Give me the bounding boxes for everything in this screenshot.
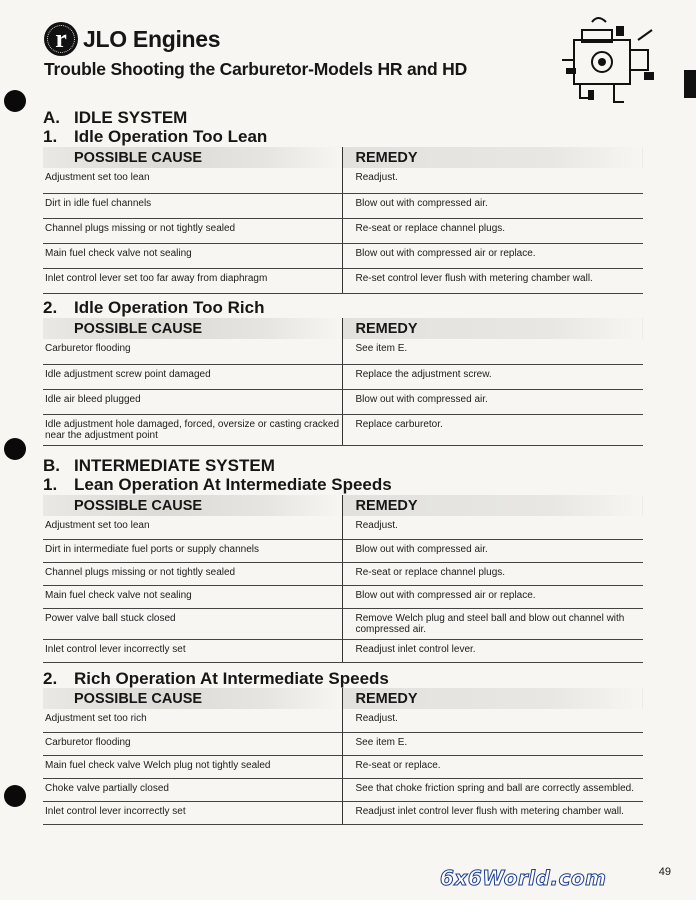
subsection-title: Lean Operation At Intermediate Speeds <box>74 475 392 494</box>
carburetor-illustration-icon <box>552 10 672 110</box>
subsection-number: 1. <box>43 127 58 146</box>
table-row <box>43 801 643 824</box>
cause-cell: Idle adjustment hole damaged, forced, oversize or casting cracked near the adjustment point <box>43 414 342 445</box>
remedy-cell: Blow out with compressed air. <box>342 539 643 562</box>
cause-cell: Channel plugs missing or not tightly sealed <box>43 218 342 243</box>
page-title: Trouble Shooting the Carburetor-Models HR and HD <box>44 59 468 79</box>
remedy-cell: See item E. <box>342 339 643 364</box>
cause-cell: Adjustment set too rich <box>43 709 342 732</box>
remedy-cell: Re-seat or replace channel plugs. <box>342 218 643 243</box>
page-number: 49 <box>658 866 671 878</box>
remedy-cell: Blow out with compressed air or replace. <box>342 585 643 608</box>
section-number: A. <box>43 108 60 127</box>
cause-cell: Adjustment set too lean <box>43 168 342 193</box>
remedy-cell: Re-seat or replace channel plugs. <box>342 562 643 585</box>
table-row <box>43 562 643 585</box>
table-row <box>43 364 643 389</box>
subsection-title: Rich Operation At Intermediate Speeds <box>74 669 389 688</box>
edge-tab <box>684 70 696 98</box>
remedy-cell: Replace the adjustment screw. <box>342 364 643 389</box>
table-row <box>43 168 643 193</box>
cause-cell: Inlet control lever set too far away from diaphragm <box>43 268 342 293</box>
remedy-cell: Readjust. <box>342 168 643 193</box>
section-title: INTERMEDIATE SYSTEM <box>74 456 275 475</box>
table-row <box>43 778 643 801</box>
subsection-number: 2. <box>43 669 58 688</box>
table-row <box>43 639 643 662</box>
cause-cell: Choke valve partially closed <box>43 778 342 801</box>
cause-cell: Carburetor flooding <box>43 732 342 755</box>
section-title: IDLE SYSTEM <box>74 108 188 127</box>
table-row <box>43 414 643 445</box>
cause-cell: Main fuel check valve Welch plug not tightly sealed <box>43 755 342 778</box>
cause-cell: Dirt in idle fuel channels <box>43 193 342 218</box>
column-header-cause: POSSIBLE CAUSE <box>43 688 342 709</box>
remedy-cell: Readjust. <box>342 709 643 732</box>
column-header-cause: POSSIBLE CAUSE <box>43 495 342 516</box>
subsection-heading <box>43 669 389 689</box>
brand-name: JLO Engines <box>83 25 221 52</box>
section-number: B. <box>43 456 60 475</box>
remedy-cell: Readjust inlet control lever. <box>342 639 643 662</box>
cause-cell: Inlet control lever incorrectly set <box>43 639 342 662</box>
remedy-cell: Blow out with compressed air. <box>342 389 643 414</box>
cause-cell: Power valve ball stuck closed <box>43 608 342 639</box>
table-row <box>43 193 643 218</box>
remedy-cell: See item E. <box>342 732 643 755</box>
subsection-heading <box>43 475 392 495</box>
table-row <box>43 585 643 608</box>
remedy-cell: Replace carburetor. <box>342 414 643 445</box>
subsection-number: 2. <box>43 298 58 317</box>
remedy-cell: Blow out with compressed air. <box>342 193 643 218</box>
table-row <box>43 732 643 755</box>
remedy-cell: Remove Welch plug and steel ball and blow out channel with compressed air. <box>342 608 643 639</box>
subsection-heading <box>43 298 264 318</box>
cause-cell: Main fuel check valve not sealing <box>43 585 342 608</box>
cause-cell: Carburetor flooding <box>43 339 342 364</box>
column-header-remedy: REMEDY <box>342 147 643 168</box>
logo-glyph: r <box>55 24 67 53</box>
cause-cell: Main fuel check valve not sealing <box>43 243 342 268</box>
cause-cell: Channel plugs missing or not tightly sealed <box>43 562 342 585</box>
section-heading <box>43 108 187 128</box>
cause-cell: Idle adjustment screw point damaged <box>43 364 342 389</box>
remedy-cell: Re-seat or replace. <box>342 755 643 778</box>
trouble-table <box>43 495 643 663</box>
column-header-cause: POSSIBLE CAUSE <box>43 318 342 339</box>
trouble-table <box>43 147 643 294</box>
watermark: 6x6World.com <box>440 866 607 890</box>
table-row <box>43 389 643 414</box>
table-row <box>43 755 643 778</box>
remedy-cell: See that choke friction spring and ball are correctly assembled. <box>342 778 643 801</box>
remedy-cell: Readjust. <box>342 516 643 539</box>
cause-cell: Idle air bleed plugged <box>43 389 342 414</box>
column-header-remedy: REMEDY <box>342 318 643 339</box>
table-row <box>43 516 643 539</box>
trouble-table <box>43 688 643 825</box>
table-row <box>43 268 643 293</box>
cause-cell: Dirt in intermediate fuel ports or supply channels <box>43 539 342 562</box>
brand-header <box>44 22 220 56</box>
jlo-logo-icon <box>44 22 78 56</box>
column-header-remedy: REMEDY <box>342 495 643 516</box>
subsection-number: 1. <box>43 475 58 494</box>
binder-hole <box>4 90 26 112</box>
subsection-heading <box>43 127 267 147</box>
binder-hole <box>4 785 26 807</box>
table-row <box>43 243 643 268</box>
remedy-cell: Re-set control lever flush with metering chamber wall. <box>342 268 643 293</box>
subsection-title: Idle Operation Too Lean <box>74 127 268 146</box>
section-heading <box>43 456 275 476</box>
column-header-cause: POSSIBLE CAUSE <box>43 147 342 168</box>
subsection-title: Idle Operation Too Rich <box>74 298 265 317</box>
cause-cell: Inlet control lever incorrectly set <box>43 801 342 824</box>
table-row <box>43 608 643 639</box>
binder-hole <box>4 438 26 460</box>
table-row <box>43 709 643 732</box>
table-row <box>43 539 643 562</box>
table-row <box>43 218 643 243</box>
column-header-remedy: REMEDY <box>342 688 643 709</box>
trouble-table <box>43 318 643 446</box>
table-row <box>43 339 643 364</box>
cause-cell: Adjustment set too lean <box>43 516 342 539</box>
remedy-cell: Readjust inlet control lever flush with metering chamber wall. <box>342 801 643 824</box>
remedy-cell: Blow out with compressed air or replace. <box>342 243 643 268</box>
